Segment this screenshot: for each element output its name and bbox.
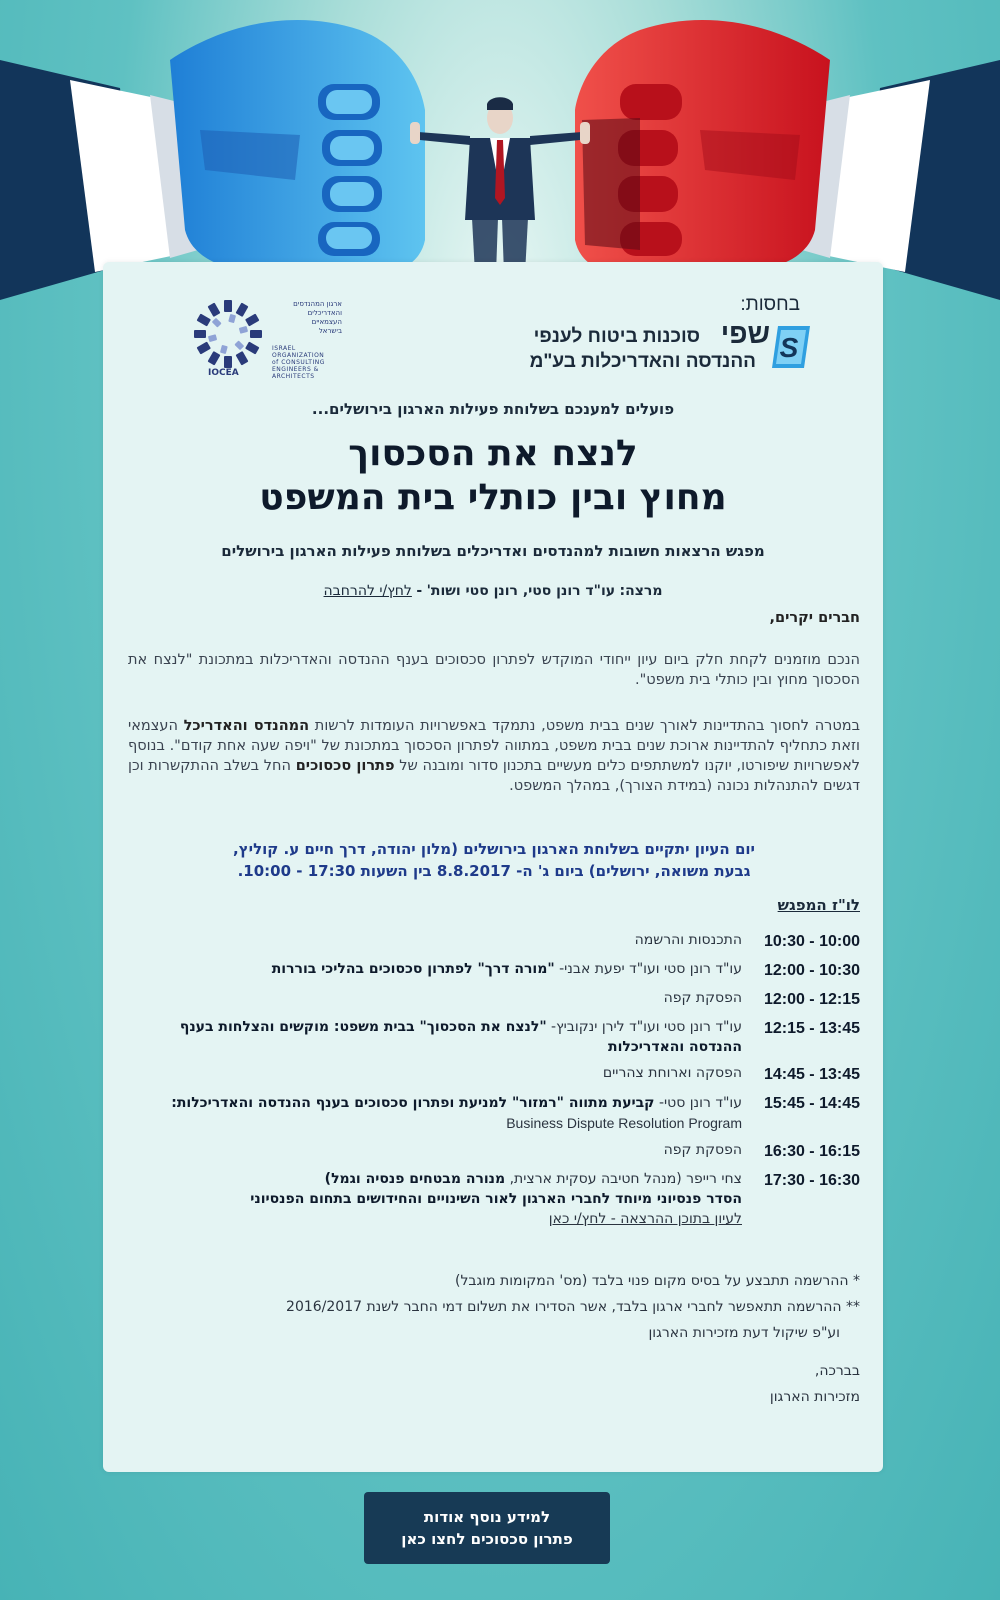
title-line-1: לנצח את הסכסוך [348, 433, 638, 474]
blue-fist [170, 20, 425, 273]
agenda-desc: התכנסות והרשמה [634, 932, 742, 948]
agenda-title: לו"ז המפגש [777, 896, 860, 914]
agenda-desc: הפסקת קפה [663, 990, 742, 1006]
agenda-time: 10:00 - 10:30 [763, 933, 860, 950]
agenda-row [128, 988, 860, 1011]
speaker-separator: - [416, 583, 423, 599]
intro-line: פועלים למענכם בשלוחת פעילות הארגון בירושלים... [311, 400, 675, 418]
agenda-row [128, 1169, 860, 1229]
note-1: * ההרשמה תתבצע על בסיס מקום פנוי בלבד (מס' המקומות מוגבל) [454, 1273, 860, 1289]
iocea-acronym: IOCEA [208, 368, 239, 378]
agenda-desc: הפסקת קפה [663, 1142, 742, 1158]
agenda-desc: עו"ד רונן סטי- קביעת מתווה "רמזור" למניעת ופתרון סכסוכים בענף ההנדסה והאדריכלות: Business Dispute Resolution Program [171, 1095, 742, 1131]
speaker-label: מרצה: [619, 583, 663, 599]
shefi-logo-letter: S [779, 332, 799, 363]
iocea-hebrew-text: ארגון המהנדסים והאדריכלים העצמאיים בישראל [293, 300, 342, 335]
shefi-name: שפי [720, 318, 770, 349]
agenda-time: 14:45 - 15:45 [763, 1095, 860, 1112]
agenda-time: 12:15 - 12:00 [763, 991, 860, 1008]
agenda-row [128, 1140, 860, 1163]
speaker-more-link[interactable]: לחץ/י להרחבה [323, 583, 412, 599]
agenda-time: 13:45 - 14:45 [763, 1066, 860, 1083]
agenda-time: 13:45 - 12:15 [763, 1020, 860, 1037]
shefi-logo-icon [770, 324, 812, 370]
note-2: ** ההרשמה תתאפשר לחברי ארגון בלבד, אשר הסדירו את תשלום דמי החבר לשנת 2016/2017 [286, 1299, 860, 1315]
signoff: בברכה, מזכירות הארגון [769, 1363, 860, 1405]
shefi-subtitle-2: ההנדסה והאדריכלות בע"מ [529, 351, 756, 372]
speaker-names: עו"ד רונן סטי, רונן סטי ושות' [426, 583, 616, 599]
agenda-row [128, 1092, 860, 1134]
page-subtitle: מפגש הרצאות חשובות למהנדסים ואדריכלים בשלוחת פעילות הארגון בירושלים [221, 542, 765, 560]
red-fist [575, 20, 830, 273]
agenda-row [128, 959, 860, 982]
agenda-list [128, 930, 860, 1235]
agenda-desc: צחי רייפר (מנהל חטיבה עסקית ארצית, מנורה מבטחים פנסיה וגמל) הסדר פנסיוני מיוחד לחברי הארגון לאור השינויים והחידושים בתחום הפנסיוני לעיון בתוכן ההרצאה - לחץ/י כאן [250, 1171, 742, 1227]
sponsor-label: בחסות: [740, 294, 800, 315]
more-info-button[interactable]: למידע נוסף אודות פתרון סכסוכים לחצו כאן [364, 1492, 610, 1564]
agenda-time: 10:30 - 12:00 [763, 962, 860, 979]
lecture-content-link[interactable]: לעיון בתוכן ההרצאה - לחץ/י כאן [548, 1211, 742, 1227]
page-title [103, 432, 883, 520]
greeting: חברים יקרים, [769, 610, 860, 626]
agenda-row [128, 930, 860, 953]
agenda-row [128, 1063, 860, 1086]
iocea-english-text: ISRAEL ORGANIZATION of CONSULTING ENGINEERS & ARCHITECTS [272, 345, 325, 380]
agenda-desc: עו"ד רונן סטי ועו"ד לירן ינקוביץ- "לנצח את הסכסוך" בבית משפט: מוקשים והצלחות בענף ההנדסה והאדריכלות [179, 1019, 742, 1055]
speaker-line [103, 583, 883, 599]
agenda-row [128, 1017, 860, 1057]
agenda-time: 16:30 - 17:30 [763, 1172, 860, 1189]
note-3: וע"פ שיקול דעת מזכירות הארגון [648, 1325, 840, 1341]
shefi-subtitle-1: סוכנות ביטוח לענפי [533, 326, 700, 347]
agenda-desc: הפסקה וארוחת צהריים [602, 1065, 742, 1081]
title-line-2: מחוץ ובין כותלי בית המשפט [259, 477, 727, 518]
iocea-logo-icon [192, 298, 264, 370]
registration-notes [128, 1268, 860, 1346]
intro-paragraph: הנכם מוזמנים לקחת חלק ביום עיון ייחודי המוקדש לפתרון סכסוכים בענף ההנדסה והאדריכלות במתכונת "לנצח את הסכסוך מחוץ ובין כותלי בית משפט". [128, 652, 860, 688]
agenda-desc: עו"ד רונן סטי ועו"ד יפעת אבני- "מורה דרך" לפתרון סכסוכים בהליכי בוררות [271, 961, 742, 977]
agenda-time: 16:15 - 16:30 [763, 1143, 860, 1160]
event-date: יום העיון יתקיים בשלוחת הארגון בירושלים (מלון יהודה, דרך חיים ע. קוליץ, גבעת משואה, ירושלים) ביום ג' ה- 8.8.2017 בין השעות 17:30 - 10:00. [233, 840, 755, 880]
details-paragraph: במטרה לחסוך בהתדיינות לאורך שנים בבית משפט, נתמקד באפשרויות העומדות לרשות המהנדס והאדריכל העצמאי וזאת כתחליף להתדיינות ארוכת שנים בבית משפט, במתווה לפתרון הסכסוך במתכונת של "ויפה שעה אחת קודם". בנוסף לאפשרויות שיפורטו, יוקנו למשתתפים כלים מעשיים בתכנון סדור ומובנה של פתרון סכסוכים החל בשלב ההתקשרות וכן דגשים להתנהלות נכונה (במידת הצורך), במהלך המשפט. [128, 718, 861, 794]
